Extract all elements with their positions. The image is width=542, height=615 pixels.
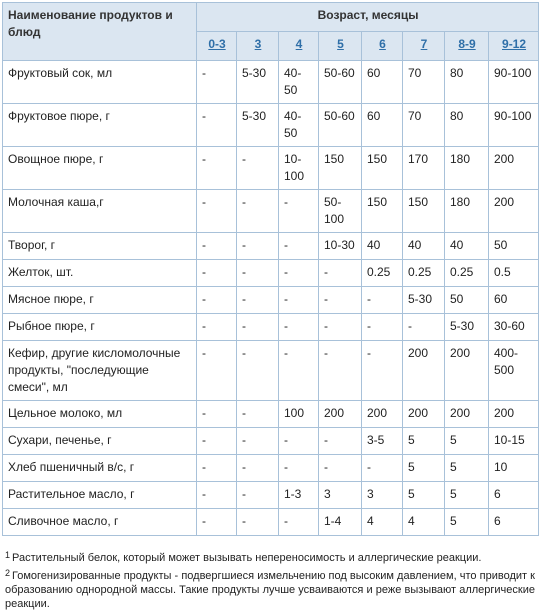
age-column-2 (279, 32, 319, 61)
table-row (3, 61, 539, 104)
value-cell: - (197, 509, 237, 536)
value-cell: 3 (362, 482, 403, 509)
value-cell: - (362, 455, 403, 482)
age-column-1 (237, 32, 279, 61)
value-cell: 3-5 (362, 428, 403, 455)
value-cell: 400-500 (489, 341, 539, 401)
value-cell: - (237, 428, 279, 455)
value-cell: 90-100 (489, 104, 539, 147)
table-row (3, 341, 539, 401)
age-sort-link[interactable]: 9-12 (502, 37, 527, 51)
value-cell: 40 (362, 233, 403, 260)
age-sort-link[interactable]: 4 (295, 37, 303, 51)
age-column-6 (445, 32, 489, 61)
value-cell: 200 (403, 341, 445, 401)
product-name-cell: Творог, г (3, 233, 197, 260)
value-cell: - (279, 260, 319, 287)
product-name-cell: Растительное масло, г (3, 482, 197, 509)
value-cell: 50-100 (319, 190, 362, 233)
age-column-4 (362, 32, 403, 61)
value-cell: - (319, 341, 362, 401)
age-sort-link[interactable]: 7 (420, 37, 428, 51)
value-cell: 70 (403, 104, 445, 147)
header-row-top (3, 3, 539, 32)
product-name-cell: Овощное пюре, г (3, 147, 197, 190)
age-column-header: Возраст, месяцы (197, 3, 539, 32)
value-cell: - (362, 314, 403, 341)
value-cell: 6 (489, 509, 539, 536)
product-column-header: Наименование продуктов и блюд (3, 3, 197, 61)
value-cell: 5-30 (237, 104, 279, 147)
value-cell: 0.25 (403, 260, 445, 287)
value-cell: 0.25 (362, 260, 403, 287)
value-cell: 60 (362, 61, 403, 104)
value-cell: - (197, 287, 237, 314)
value-cell: - (319, 314, 362, 341)
value-cell: - (197, 314, 237, 341)
product-name-cell: Фруктовый сок, мл (3, 61, 197, 104)
value-cell: 200 (489, 401, 539, 428)
value-cell: 10-100 (279, 147, 319, 190)
value-cell: 10 (489, 455, 539, 482)
table-row (3, 287, 539, 314)
value-cell: 60 (362, 104, 403, 147)
value-cell: 200 (403, 401, 445, 428)
value-cell: - (197, 341, 237, 401)
value-cell: - (279, 341, 319, 401)
value-cell: - (279, 455, 319, 482)
age-sort-link[interactable]: 8-9 (458, 37, 476, 51)
value-cell: - (197, 147, 237, 190)
value-cell: 1-4 (319, 509, 362, 536)
value-cell: - (237, 287, 279, 314)
product-name-cell: Рыбное пюре, г (3, 314, 197, 341)
age-column-7 (489, 32, 539, 61)
value-cell: 40-50 (279, 61, 319, 104)
age-column-5 (403, 32, 445, 61)
value-cell: 200 (489, 147, 539, 190)
product-name-cell: Сухари, печенье, г (3, 428, 197, 455)
value-cell: 50-60 (319, 61, 362, 104)
value-cell: 5 (403, 428, 445, 455)
value-cell: - (362, 287, 403, 314)
footnote-text: Гомогенизированные продукты - подвергшиеся измельчению под высоким давлением, что приводит к образованию однородной массы. Такие продукты лучше усваиваются и реже вызывают аллергические реакции. (5, 570, 535, 610)
value-cell: 200 (319, 401, 362, 428)
value-cell: 6 (489, 482, 539, 509)
value-cell: 5 (445, 482, 489, 509)
value-cell: 4 (362, 509, 403, 536)
value-cell: - (279, 314, 319, 341)
footnote-mark: 1 (5, 550, 11, 560)
value-cell: 80 (445, 61, 489, 104)
value-cell: 30-60 (489, 314, 539, 341)
value-cell: - (197, 260, 237, 287)
product-name-cell: Желток, шт. (3, 260, 197, 287)
table-row (3, 428, 539, 455)
value-cell: 5 (445, 455, 489, 482)
value-cell: 170 (403, 147, 445, 190)
value-cell: - (237, 233, 279, 260)
product-name-cell: Молочная каша,г (3, 190, 197, 233)
age-column-0 (197, 32, 237, 61)
age-sort-link[interactable]: 3 (254, 37, 262, 51)
value-cell: - (237, 509, 279, 536)
value-cell: 5 (445, 428, 489, 455)
value-cell: - (319, 455, 362, 482)
value-cell: 40 (445, 233, 489, 260)
value-cell: - (197, 104, 237, 147)
value-cell: 1-3 (279, 482, 319, 509)
value-cell: 200 (445, 341, 489, 401)
value-cell: - (237, 341, 279, 401)
value-cell: - (319, 287, 362, 314)
value-cell: - (279, 233, 319, 260)
value-cell: - (197, 233, 237, 260)
value-cell: 4 (403, 509, 445, 536)
footnote (5, 548, 535, 565)
value-cell: - (403, 314, 445, 341)
value-cell: 40 (403, 233, 445, 260)
value-cell: 70 (403, 61, 445, 104)
value-cell: 0.5 (489, 260, 539, 287)
value-cell: - (279, 428, 319, 455)
value-cell: 5-30 (403, 287, 445, 314)
footnote (5, 566, 535, 611)
age-sort-link[interactable]: 5 (337, 37, 344, 51)
value-cell: 80 (445, 104, 489, 147)
table-body (3, 61, 539, 536)
value-cell: 0.25 (445, 260, 489, 287)
table-row (3, 190, 539, 233)
value-cell: 5-30 (237, 61, 279, 104)
table-row (3, 147, 539, 190)
value-cell: 180 (445, 147, 489, 190)
value-cell: - (362, 341, 403, 401)
value-cell: 50 (489, 233, 539, 260)
value-cell: - (319, 428, 362, 455)
value-cell: 5 (403, 455, 445, 482)
value-cell: 100 (279, 401, 319, 428)
table-row (3, 104, 539, 147)
value-cell: - (237, 455, 279, 482)
value-cell: 200 (445, 401, 489, 428)
value-cell: 40-50 (279, 104, 319, 147)
value-cell: 5 (445, 509, 489, 536)
table-row (3, 260, 539, 287)
value-cell: - (237, 314, 279, 341)
value-cell: - (237, 482, 279, 509)
table-row (3, 509, 539, 536)
footnotes (5, 548, 535, 612)
value-cell: - (197, 401, 237, 428)
product-name-cell: Фруктовое пюре, г (3, 104, 197, 147)
table-row (3, 401, 539, 428)
value-cell: 3 (319, 482, 362, 509)
value-cell: 200 (362, 401, 403, 428)
value-cell: - (197, 482, 237, 509)
value-cell: - (237, 260, 279, 287)
value-cell: - (197, 190, 237, 233)
product-name-cell: Сливочное масло, г (3, 509, 197, 536)
value-cell: 200 (489, 190, 539, 233)
product-name-cell: Цельное молоко, мл (3, 401, 197, 428)
age-column-3 (319, 32, 362, 61)
value-cell: - (279, 287, 319, 314)
age-sort-link[interactable]: 0-3 (208, 37, 226, 51)
value-cell: - (279, 190, 319, 233)
value-cell: 150 (362, 190, 403, 233)
table-row (3, 482, 539, 509)
value-cell: - (237, 401, 279, 428)
table-row (3, 455, 539, 482)
value-cell: - (279, 509, 319, 536)
value-cell: 60 (489, 287, 539, 314)
value-cell: 90-100 (489, 61, 539, 104)
value-cell: 180 (445, 190, 489, 233)
age-sort-link[interactable]: 6 (379, 37, 386, 51)
value-cell: 50 (445, 287, 489, 314)
footnote-mark: 2 (5, 568, 11, 578)
product-name-cell: Мясное пюре, г (3, 287, 197, 314)
value-cell: - (319, 260, 362, 287)
footnote-text: Растительный белок, который может вызывать непереносимость и аллергические реакции. (12, 552, 482, 564)
value-cell: - (197, 455, 237, 482)
value-cell: - (237, 147, 279, 190)
value-cell: 5-30 (445, 314, 489, 341)
value-cell: 150 (319, 147, 362, 190)
product-name-cell: Кефир, другие кисломолочные продукты, "последующие смеси", мл (3, 341, 197, 401)
value-cell: - (237, 190, 279, 233)
product-name-cell: Хлеб пшеничный в/с, г (3, 455, 197, 482)
table-row (3, 233, 539, 260)
value-cell: - (197, 61, 237, 104)
value-cell: 5 (403, 482, 445, 509)
value-cell: 150 (362, 147, 403, 190)
value-cell: 150 (403, 190, 445, 233)
feeding-schedule-table (2, 2, 539, 536)
value-cell: - (197, 428, 237, 455)
table-row (3, 314, 539, 341)
value-cell: 10-15 (489, 428, 539, 455)
value-cell: 10-30 (319, 233, 362, 260)
value-cell: 50-60 (319, 104, 362, 147)
